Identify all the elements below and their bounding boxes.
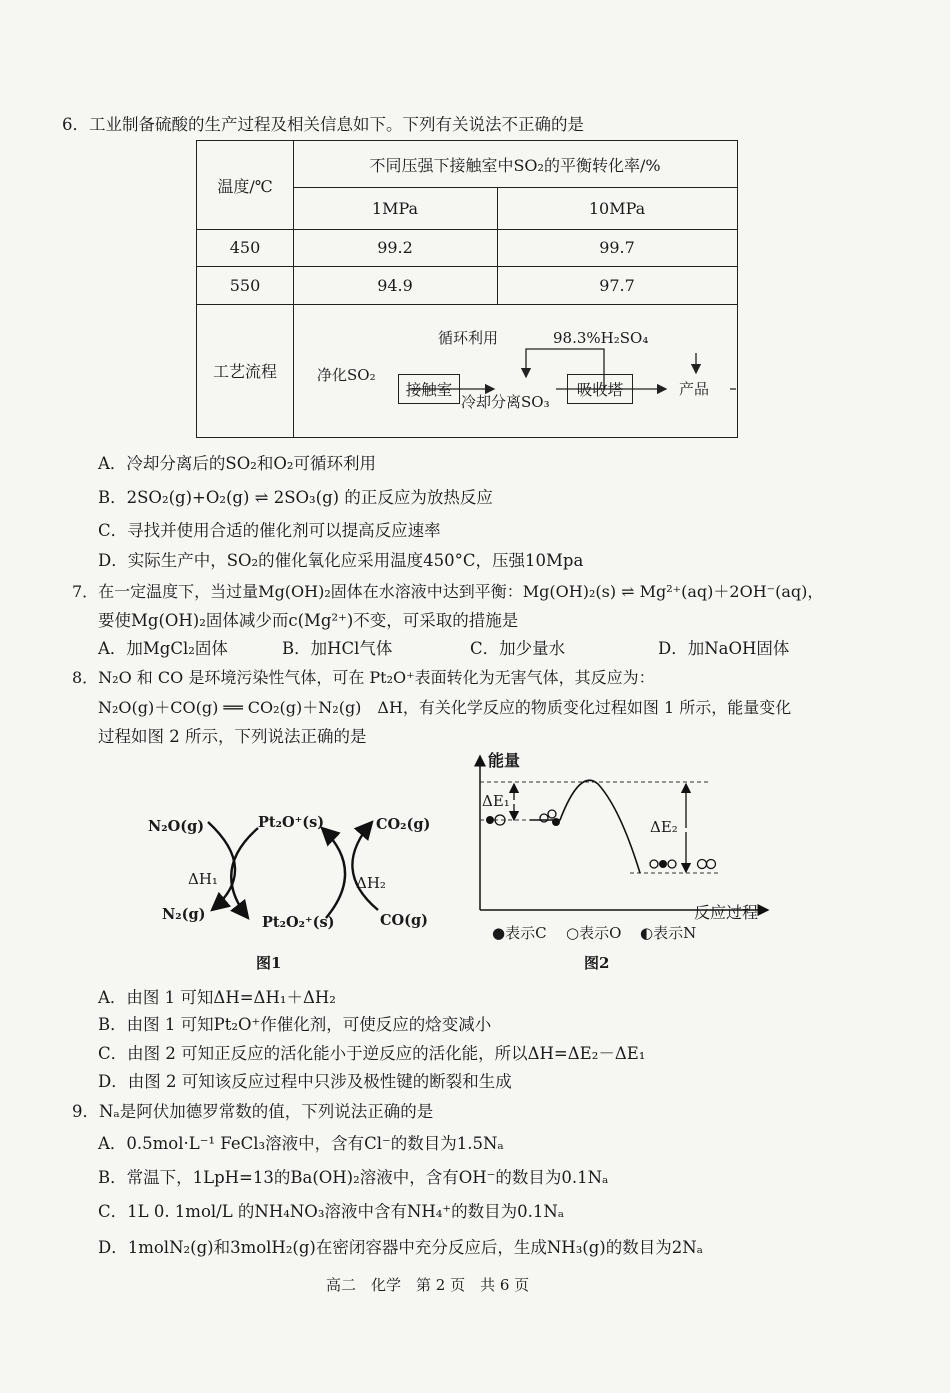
q7-stem-1: 7．在一定温度下，当过量Mg(OH)₂固体在水溶液中达到平衡：Mg(OH)₂(s) ⇌ Mg²⁺(aq)＋2OH⁻(aq)， xyxy=(72,582,824,601)
table-cell: 99.2 xyxy=(377,238,413,257)
flow-product: 产品 xyxy=(679,380,710,398)
flow-recycle: 循环利用 xyxy=(438,329,499,347)
table-head-p2: 10MPa xyxy=(588,198,646,218)
flow-input: 净化SO₂ xyxy=(317,366,376,384)
q8-stem-2: N₂O(g)＋CO(g) ══ CO₂(g)＋N₂(g) ΔH，有关化学反应的物质变化过程如图 1 所示，能量变化 xyxy=(98,698,792,717)
fig1-pt2o-plus: Pt₂O⁺(s) xyxy=(258,814,325,831)
figure-2 xyxy=(470,748,780,978)
fig1-pt2o2-plus: Pt₂O₂⁺(s) xyxy=(262,914,335,931)
fig2-legend-o: ○表示O xyxy=(566,924,622,942)
process-label: 工艺流程 xyxy=(212,362,277,381)
table-head-temp: 温度/℃ xyxy=(217,176,273,196)
q7-stem-2: 要使Mg(OH)₂固体减少而c(Mg²⁺)不变，可采取的措施是 xyxy=(98,611,519,630)
fig2-xlabel: 反应过程 xyxy=(694,903,759,922)
flow-cool: 冷却分离SO₃ xyxy=(461,393,550,411)
q6-option-a: A．冷却分离后的SO₂和O₂可循环利用 xyxy=(98,454,377,473)
table-row-temp: 450 xyxy=(229,238,261,257)
fig1-co2: CO₂(g) xyxy=(376,816,431,833)
fig1-dh1: ΔH₁ xyxy=(188,870,218,888)
q6-option-c: C．寻找并使用合适的催化剂可以提高反应速率 xyxy=(98,521,441,540)
table-cell: 94.9 xyxy=(377,275,413,295)
fig1-n2o: N₂O(g) xyxy=(148,818,205,835)
fig2-legend-c: ●表示C xyxy=(492,924,547,942)
q8-option-b: B．由图 1 可知Pt₂O⁺作催化剂，可使反应的焓变减小 xyxy=(98,1015,492,1034)
table-cell: 99.7 xyxy=(599,238,635,257)
table-head-p1: 1MPa xyxy=(371,198,419,218)
fig1-dh2: ΔH₂ xyxy=(356,874,386,892)
q7-option-b: B．加HCl气体 xyxy=(282,639,393,658)
fig2-legend-n: ◐表示N xyxy=(640,924,697,942)
q9-option-c: C．1L 0. 1mol/L 的NH₄NO₃溶液中含有NH₄⁺的数目为0.1Nₐ xyxy=(98,1202,565,1221)
q6-stem: 6．工业制备硫酸的生产过程及相关信息如下。下列有关说法不正确的是 xyxy=(62,115,584,134)
energy-diagram xyxy=(470,748,780,918)
q7-option-d: D．加NaOH固体 xyxy=(658,639,790,658)
fig2-caption: 图2 xyxy=(584,954,610,972)
q8-stem-1: 8．N₂O 和 CO 是环境污染性气体，可在 Pt₂O⁺表面转化为无害气体，其反应为： xyxy=(72,668,655,687)
q7-option-a: A．加MgCl₂固体 xyxy=(98,639,228,658)
fig2-de1: ΔE₁ xyxy=(482,792,510,810)
table-head-rate: 不同压强下接触室中SO₂的平衡转化率/% xyxy=(369,155,661,175)
fig2-de2: ΔE₂ xyxy=(650,818,678,836)
q9-option-b: B．常温下，1LpH=13的Ba(OH)₂溶液中，含有OH⁻的数目为0.1Nₐ xyxy=(98,1168,609,1187)
figure-1 xyxy=(140,800,440,980)
contact-chamber-box: 接触室 xyxy=(398,374,460,404)
q9-option-a: A．0.5mol·L⁻¹ FeCl₃溶液中，含有Cl⁻的数目为1.5Nₐ xyxy=(98,1134,504,1153)
flow-acid: 98.3%H₂SO₄ xyxy=(553,329,649,347)
fig1-n2: N₂(g) xyxy=(162,906,206,923)
table-row-temp: 550 xyxy=(229,275,261,295)
q8-option-a: A．由图 1 可知ΔH=ΔH₁＋ΔH₂ xyxy=(98,988,336,1007)
q7-option-c: C．加少量水 xyxy=(470,639,566,658)
q9-option-d: D．1molN₂(g)和3molH₂(g)在密闭容器中充分反应后，生成NH₃(g)的数目为2Nₐ xyxy=(98,1238,704,1257)
table-cell: 97.7 xyxy=(599,275,635,295)
absorber-box: 吸收塔 xyxy=(567,374,633,404)
fig1-caption: 图1 xyxy=(256,954,282,972)
q6-option-d: D．实际生产中，SO₂的催化氧化应采用温度450°C，压强10Mpa xyxy=(98,551,584,570)
page-footer: 高二 化学 第 2 页 共 6 页 xyxy=(326,1276,530,1294)
q6-option-b: B．2SO₂(g)+O₂(g) ⇌ 2SO₃(g) 的正反应为放热反应 xyxy=(98,488,493,507)
q9-stem: 9．Nₐ是阿伏加德罗常数的值，下列说法正确的是 xyxy=(72,1102,434,1121)
fig2-ylabel: 能量 xyxy=(488,751,521,770)
q8-option-c: C．由图 2 可知正反应的活化能小于逆反应的活化能，所以ΔH=ΔE₂－ΔE₁ xyxy=(98,1044,646,1063)
q6-table xyxy=(196,140,738,438)
fig1-co: CO(g) xyxy=(380,912,429,929)
q8-option-d: D．由图 2 可知该反应过程中只涉及极性键的断裂和生成 xyxy=(98,1072,512,1091)
q8-stem-3: 过程如图 2 所示，下列说法正确的是 xyxy=(98,727,367,746)
